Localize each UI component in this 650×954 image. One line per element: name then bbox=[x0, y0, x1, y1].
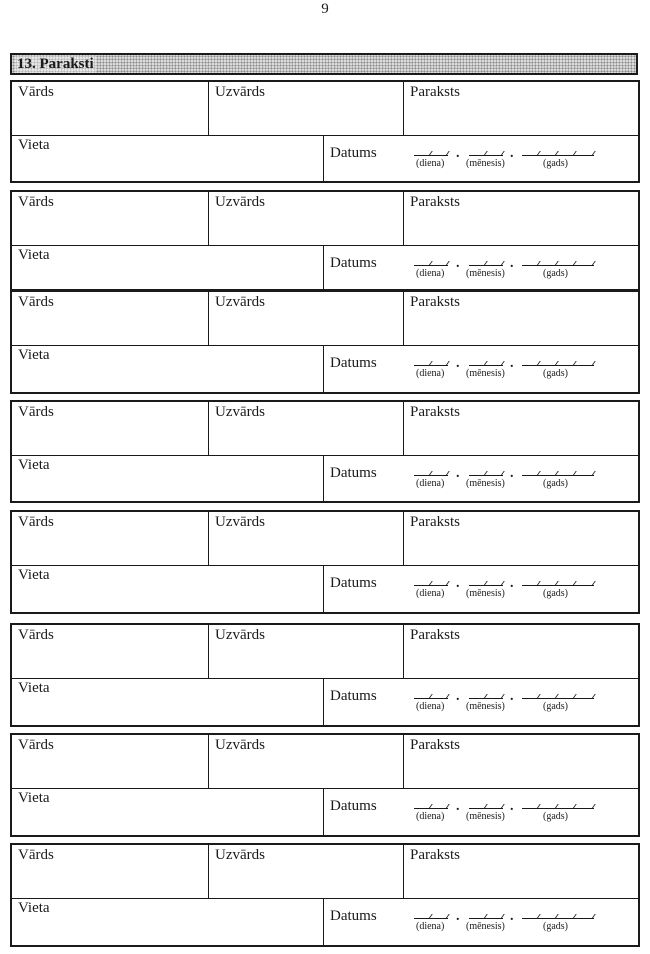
name-row bbox=[12, 402, 638, 456]
place-field[interactable] bbox=[12, 565, 324, 612]
signature-label: Paraksts bbox=[410, 847, 460, 863]
first-name-label: Vārds bbox=[18, 627, 54, 643]
place-label: Vieta bbox=[18, 680, 50, 696]
last-name-label: Uzvārds bbox=[215, 294, 265, 310]
place-date-row bbox=[12, 455, 638, 501]
first-name-field[interactable] bbox=[12, 845, 209, 898]
last-name-label: Uzvārds bbox=[215, 84, 265, 100]
date-separator: . bbox=[510, 466, 514, 481]
date-field bbox=[324, 345, 638, 392]
last-name-label: Uzvārds bbox=[215, 737, 265, 753]
day-input[interactable] bbox=[414, 577, 448, 587]
year-input[interactable] bbox=[522, 910, 594, 920]
first-name-label: Vārds bbox=[18, 404, 54, 420]
day-caption: (diena) bbox=[416, 368, 445, 379]
last-name-field[interactable] bbox=[209, 82, 404, 135]
signature-block-7 bbox=[10, 733, 640, 837]
date-separator: . bbox=[510, 146, 514, 161]
first-name-field[interactable] bbox=[12, 512, 209, 565]
date-field bbox=[324, 455, 638, 501]
day-caption: (diena) bbox=[416, 811, 445, 822]
signature-field[interactable] bbox=[404, 512, 638, 565]
signature-block-5 bbox=[10, 510, 640, 614]
last-name-field[interactable] bbox=[209, 402, 404, 455]
day-caption: (diena) bbox=[416, 588, 445, 599]
signature-label: Paraksts bbox=[410, 84, 460, 100]
last-name-label: Uzvārds bbox=[215, 194, 265, 210]
signature-block-1 bbox=[10, 80, 640, 183]
place-date-row bbox=[12, 245, 638, 289]
month-input[interactable] bbox=[469, 467, 503, 477]
day-input[interactable] bbox=[414, 357, 448, 367]
date-separator: . bbox=[510, 356, 514, 371]
signature-label: Paraksts bbox=[410, 404, 460, 420]
date-separator: . bbox=[510, 799, 514, 814]
date-label: Datums bbox=[330, 145, 377, 161]
day-caption: (diena) bbox=[416, 701, 445, 712]
signature-label: Paraksts bbox=[410, 627, 460, 643]
date-label: Datums bbox=[330, 798, 377, 814]
first-name-field[interactable] bbox=[12, 192, 209, 245]
day-input[interactable] bbox=[414, 910, 448, 920]
date-field bbox=[324, 135, 638, 181]
signature-label: Paraksts bbox=[410, 194, 460, 210]
date-separator: . bbox=[456, 576, 460, 591]
last-name-label: Uzvārds bbox=[215, 627, 265, 643]
day-caption: (diena) bbox=[416, 268, 445, 279]
date-label: Datums bbox=[330, 575, 377, 591]
date-separator: . bbox=[456, 909, 460, 924]
place-label: Vieta bbox=[18, 247, 50, 263]
year-caption: (gads) bbox=[543, 701, 568, 712]
month-caption: (mēnesis) bbox=[466, 811, 505, 822]
year-input[interactable] bbox=[522, 357, 594, 367]
name-row bbox=[12, 192, 638, 246]
day-input[interactable] bbox=[414, 690, 448, 700]
place-date-row bbox=[12, 788, 638, 835]
name-row bbox=[12, 735, 638, 789]
year-input[interactable] bbox=[522, 800, 594, 810]
year-input[interactable] bbox=[522, 690, 594, 700]
first-name-label: Vārds bbox=[18, 514, 54, 530]
place-field[interactable] bbox=[12, 345, 324, 392]
year-caption: (gads) bbox=[543, 368, 568, 379]
month-caption: (mēnesis) bbox=[466, 368, 505, 379]
year-caption: (gads) bbox=[543, 811, 568, 822]
last-name-field[interactable] bbox=[209, 735, 404, 788]
name-row bbox=[12, 845, 638, 899]
date-field bbox=[324, 898, 638, 945]
last-name-label: Uzvārds bbox=[215, 847, 265, 863]
place-label: Vieta bbox=[18, 347, 50, 363]
date-separator: . bbox=[456, 256, 460, 271]
last-name-label: Uzvārds bbox=[215, 404, 265, 420]
signature-block-6 bbox=[10, 623, 640, 727]
signature-field[interactable] bbox=[404, 845, 638, 898]
date-input-group bbox=[414, 800, 604, 826]
month-input[interactable] bbox=[469, 800, 503, 810]
month-input[interactable] bbox=[469, 910, 503, 920]
date-label: Datums bbox=[330, 465, 377, 481]
place-date-row bbox=[12, 678, 638, 725]
day-caption: (diena) bbox=[416, 478, 445, 489]
last-name-field[interactable] bbox=[209, 625, 404, 678]
day-caption: (diena) bbox=[416, 921, 445, 932]
place-label: Vieta bbox=[18, 790, 50, 806]
date-separator: . bbox=[456, 146, 460, 161]
signature-field[interactable] bbox=[404, 192, 638, 245]
section-header bbox=[10, 53, 638, 75]
signature-block-3 bbox=[10, 290, 640, 394]
year-input[interactable] bbox=[522, 467, 594, 477]
year-caption: (gads) bbox=[543, 588, 568, 599]
last-name-label: Uzvārds bbox=[215, 514, 265, 530]
date-field bbox=[324, 245, 638, 289]
day-input[interactable] bbox=[414, 800, 448, 810]
date-input-group bbox=[414, 357, 604, 383]
month-input[interactable] bbox=[469, 257, 503, 267]
day-input[interactable] bbox=[414, 467, 448, 477]
last-name-field[interactable] bbox=[209, 845, 404, 898]
name-row bbox=[12, 625, 638, 679]
date-separator: . bbox=[456, 356, 460, 371]
year-caption: (gads) bbox=[543, 921, 568, 932]
day-input[interactable] bbox=[414, 147, 448, 157]
name-row bbox=[12, 82, 638, 136]
signature-block-8 bbox=[10, 843, 640, 947]
place-label: Vieta bbox=[18, 900, 50, 916]
date-input-group bbox=[414, 690, 604, 716]
place-label: Vieta bbox=[18, 457, 50, 473]
date-label: Datums bbox=[330, 908, 377, 924]
year-caption: (gads) bbox=[543, 478, 568, 489]
date-label: Datums bbox=[330, 688, 377, 704]
signature-field[interactable] bbox=[404, 292, 638, 345]
month-caption: (mēnesis) bbox=[466, 478, 505, 489]
first-name-field[interactable] bbox=[12, 82, 209, 135]
month-input[interactable] bbox=[469, 357, 503, 367]
year-input[interactable] bbox=[522, 147, 594, 157]
signature-field[interactable] bbox=[404, 82, 638, 135]
signature-label: Paraksts bbox=[410, 294, 460, 310]
place-field[interactable] bbox=[12, 245, 324, 289]
place-date-row bbox=[12, 898, 638, 945]
first-name-field[interactable] bbox=[12, 292, 209, 345]
year-caption: (gads) bbox=[543, 268, 568, 279]
last-name-field[interactable] bbox=[209, 292, 404, 345]
month-caption: (mēnesis) bbox=[466, 158, 505, 169]
last-name-field[interactable] bbox=[209, 192, 404, 245]
place-label: Vieta bbox=[18, 137, 50, 153]
first-name-label: Vārds bbox=[18, 737, 54, 753]
signature-field[interactable] bbox=[404, 625, 638, 678]
place-field[interactable] bbox=[12, 898, 324, 945]
first-name-label: Vārds bbox=[18, 194, 54, 210]
date-separator: . bbox=[510, 256, 514, 271]
date-separator: . bbox=[510, 576, 514, 591]
day-caption: (diena) bbox=[416, 158, 445, 169]
date-input-group bbox=[414, 467, 604, 493]
date-input-group bbox=[414, 910, 604, 936]
place-date-row bbox=[12, 135, 638, 181]
date-separator: . bbox=[510, 689, 514, 704]
year-caption: (gads) bbox=[543, 158, 568, 169]
place-field[interactable] bbox=[12, 678, 324, 725]
date-field bbox=[324, 788, 638, 835]
date-input-group bbox=[414, 147, 604, 173]
page-number: 9 bbox=[321, 1, 329, 17]
name-row bbox=[12, 292, 638, 346]
signature-label: Paraksts bbox=[410, 514, 460, 530]
signature-label: Paraksts bbox=[410, 737, 460, 753]
date-label: Datums bbox=[330, 255, 377, 271]
month-caption: (mēnesis) bbox=[466, 921, 505, 932]
section-title: 13. Paraksti bbox=[17, 56, 94, 72]
name-row bbox=[12, 512, 638, 566]
first-name-label: Vārds bbox=[18, 847, 54, 863]
first-name-field[interactable] bbox=[12, 402, 209, 455]
date-separator: . bbox=[456, 689, 460, 704]
year-input[interactable] bbox=[522, 577, 594, 587]
date-label: Datums bbox=[330, 355, 377, 371]
signature-field[interactable] bbox=[404, 735, 638, 788]
signature-field[interactable] bbox=[404, 402, 638, 455]
place-date-row bbox=[12, 565, 638, 612]
month-caption: (mēnesis) bbox=[466, 268, 505, 279]
place-field[interactable] bbox=[12, 455, 324, 501]
signature-block-2 bbox=[10, 190, 640, 291]
date-separator: . bbox=[456, 466, 460, 481]
first-name-field[interactable] bbox=[12, 735, 209, 788]
first-name-label: Vārds bbox=[18, 84, 54, 100]
month-caption: (mēnesis) bbox=[466, 588, 505, 599]
date-separator: . bbox=[456, 799, 460, 814]
first-name-label: Vārds bbox=[18, 294, 54, 310]
date-separator: . bbox=[510, 909, 514, 924]
place-label: Vieta bbox=[18, 567, 50, 583]
signature-block-4 bbox=[10, 400, 640, 503]
month-input[interactable] bbox=[469, 577, 503, 587]
month-input[interactable] bbox=[469, 690, 503, 700]
first-name-field[interactable] bbox=[12, 625, 209, 678]
date-input-group bbox=[414, 577, 604, 603]
date-input-group bbox=[414, 257, 604, 283]
date-field bbox=[324, 678, 638, 725]
place-field[interactable] bbox=[12, 135, 324, 181]
place-date-row bbox=[12, 345, 638, 392]
place-field[interactable] bbox=[12, 788, 324, 835]
year-input[interactable] bbox=[522, 257, 594, 267]
last-name-field[interactable] bbox=[209, 512, 404, 565]
date-field bbox=[324, 565, 638, 612]
day-input[interactable] bbox=[414, 257, 448, 267]
month-caption: (mēnesis) bbox=[466, 701, 505, 712]
month-input[interactable] bbox=[469, 147, 503, 157]
